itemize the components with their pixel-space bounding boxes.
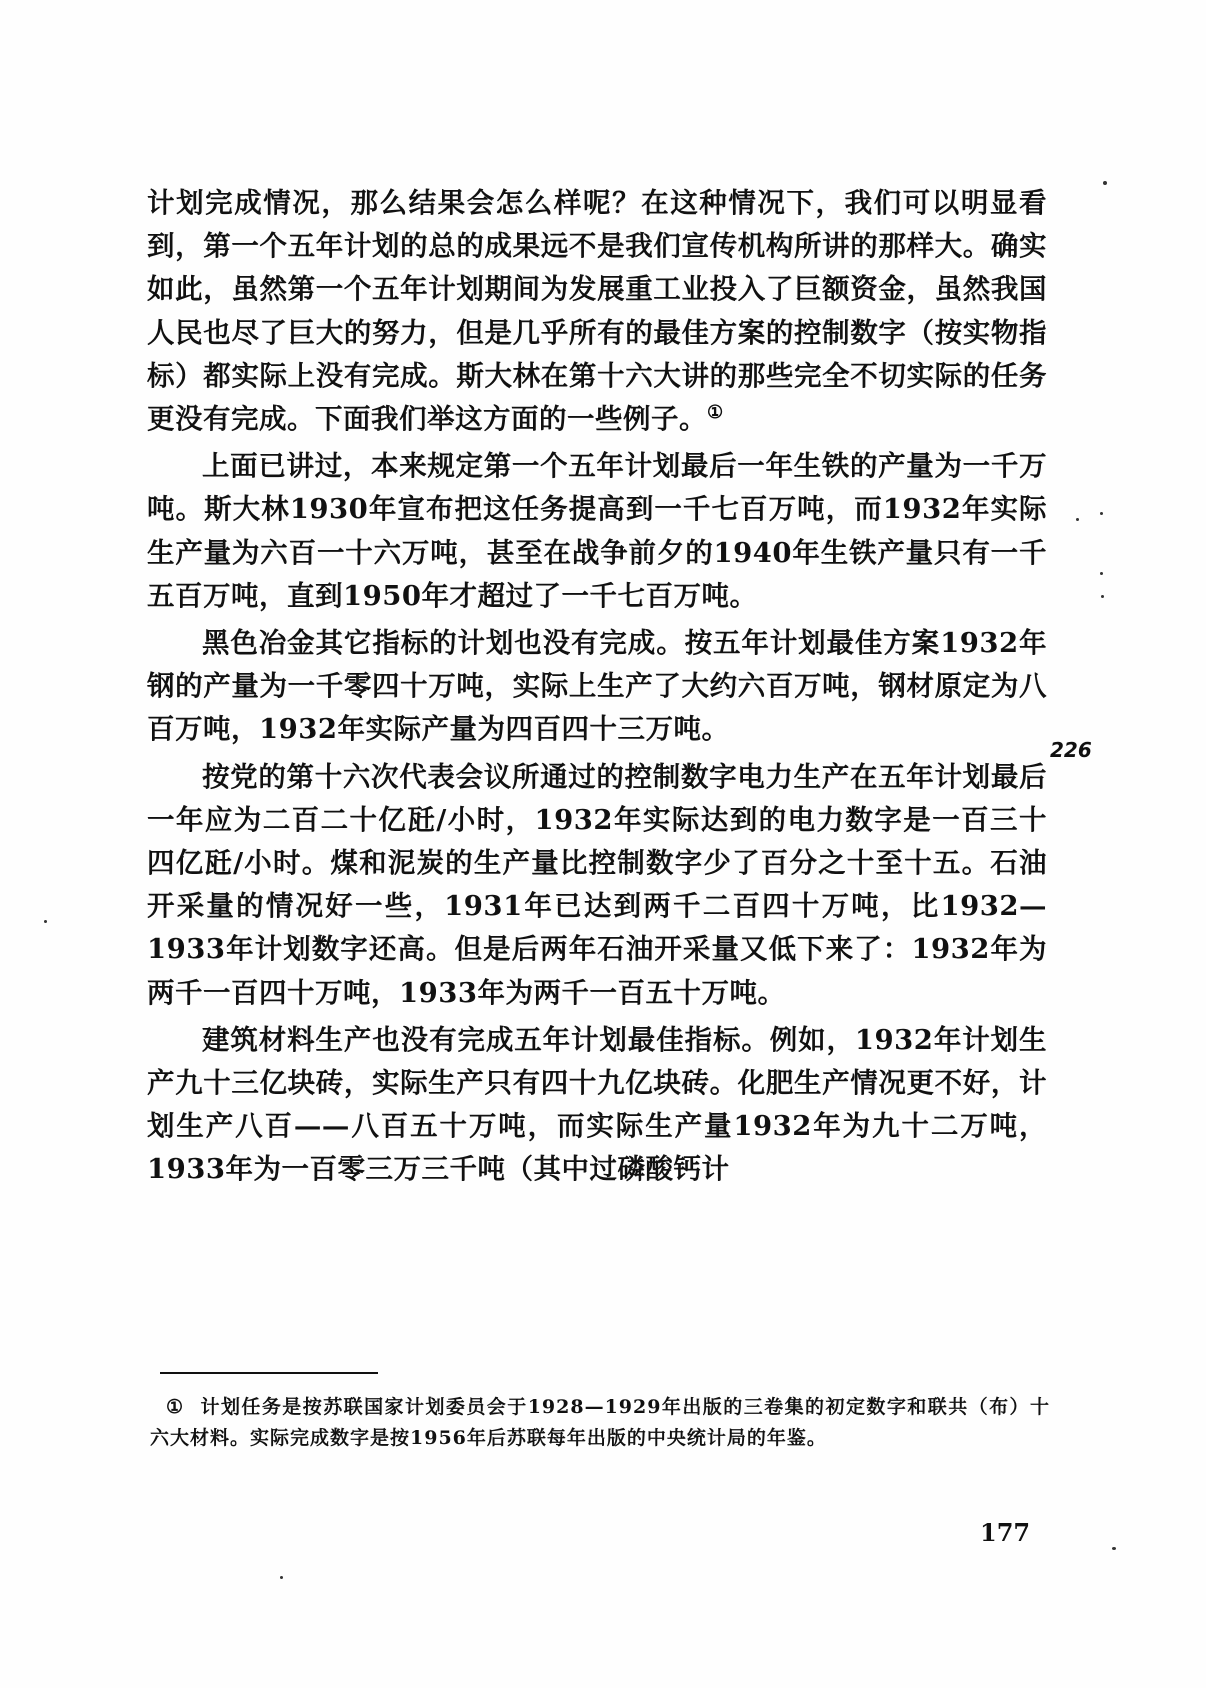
body-text xyxy=(147,182,1047,1192)
scan-speck xyxy=(280,1576,283,1579)
scan-speck xyxy=(1112,1547,1116,1550)
scan-speck xyxy=(44,920,47,923)
paragraph-5: 建筑材料生产也没有完成五年计划最佳指标。例如，1932年计划生产九十三亿块砖，实际生产只有四十九亿块砖。化肥生产情况更不好，计划生产八百——八百五十万吨，而实际生产量1932年为九十二万吨，1933年为一百零三万三千吨（其中过磷酸钙计 xyxy=(147,1023,1047,1186)
footnote-text: 计划任务是按苏联国家计划委员会于1928—1929年出版的三卷集的初定数字和联共（布）十六大材料。实际完成数字是按1956年后苏联每年出版的中央统计局的年鉴。 xyxy=(150,1396,1050,1449)
footnote-reference[interactable]: ① xyxy=(707,401,724,423)
footnote-divider xyxy=(160,1372,378,1374)
margin-page-number: 226 xyxy=(1050,738,1092,762)
paragraph-2: 上面已讲过，本来规定第一个五年计划最后一年生铁的产量为一千万吨。斯大林1930年宣布把这任务提高到一千七百万吨，而1932年实际生产量为六百一十六万吨，甚至在战争前夕的1940年生铁产量只有一千五百万吨，直到1950年才超过了一千七百万吨。 xyxy=(147,450,1047,612)
scan-speck xyxy=(1100,572,1103,575)
paragraph-3: 黑色冶金其它指标的计划也没有完成。按五年计划最佳方案1932年钢的产量为一千零四十万吨，实际上生产了大约六百万吨，钢材原定为八百万吨，1932年实际产量为四百四十三万吨。 xyxy=(147,627,1047,746)
footnote-mark: ① xyxy=(166,1396,185,1418)
paragraph-4: 按党的第十六次代表会议所通过的控制数字电力生产在五年计划最后一年应为二百二十亿瓩/小时，1932年实际达到的电力数字是一百三十四亿瓩/小时。煤和泥炭的生产量比控制数字少了百分之十至十五。石油开采量的情况好一些，1931年已达到两千二百四十万吨，比1932—1933年计划数字还高。但是后两年石油开采量又低下来了：1932年为两千一百四十万吨，1933年为两千一百五十万吨。 xyxy=(147,760,1047,1009)
scan-speck xyxy=(1100,512,1103,515)
footnote xyxy=(150,1392,1050,1454)
scan-speck xyxy=(1101,595,1104,598)
scan-speck xyxy=(1103,181,1107,185)
paragraph-1-text: 计划完成情况，那么结果会怎么样呢？在这种情况下，我们可以明显看到，第一个五年计划的总的成果远不是我们宣传机构所讲的那样大。确实如此，虽然第一个五年计划期间为发展重工业投入了巨额资金，虽然我国人民也尽了巨大的努力，但是几乎所有的最佳方案的控制数字（按实物指标）都实际上没有完成。斯大林在第十六大讲的那些完全不切实际的任务更没有完成。下面我们举这方面的一些例子。 xyxy=(147,187,1047,436)
scan-speck xyxy=(1076,518,1079,521)
page-number: 177 xyxy=(980,1518,1031,1547)
paragraph-1 xyxy=(147,182,1047,441)
